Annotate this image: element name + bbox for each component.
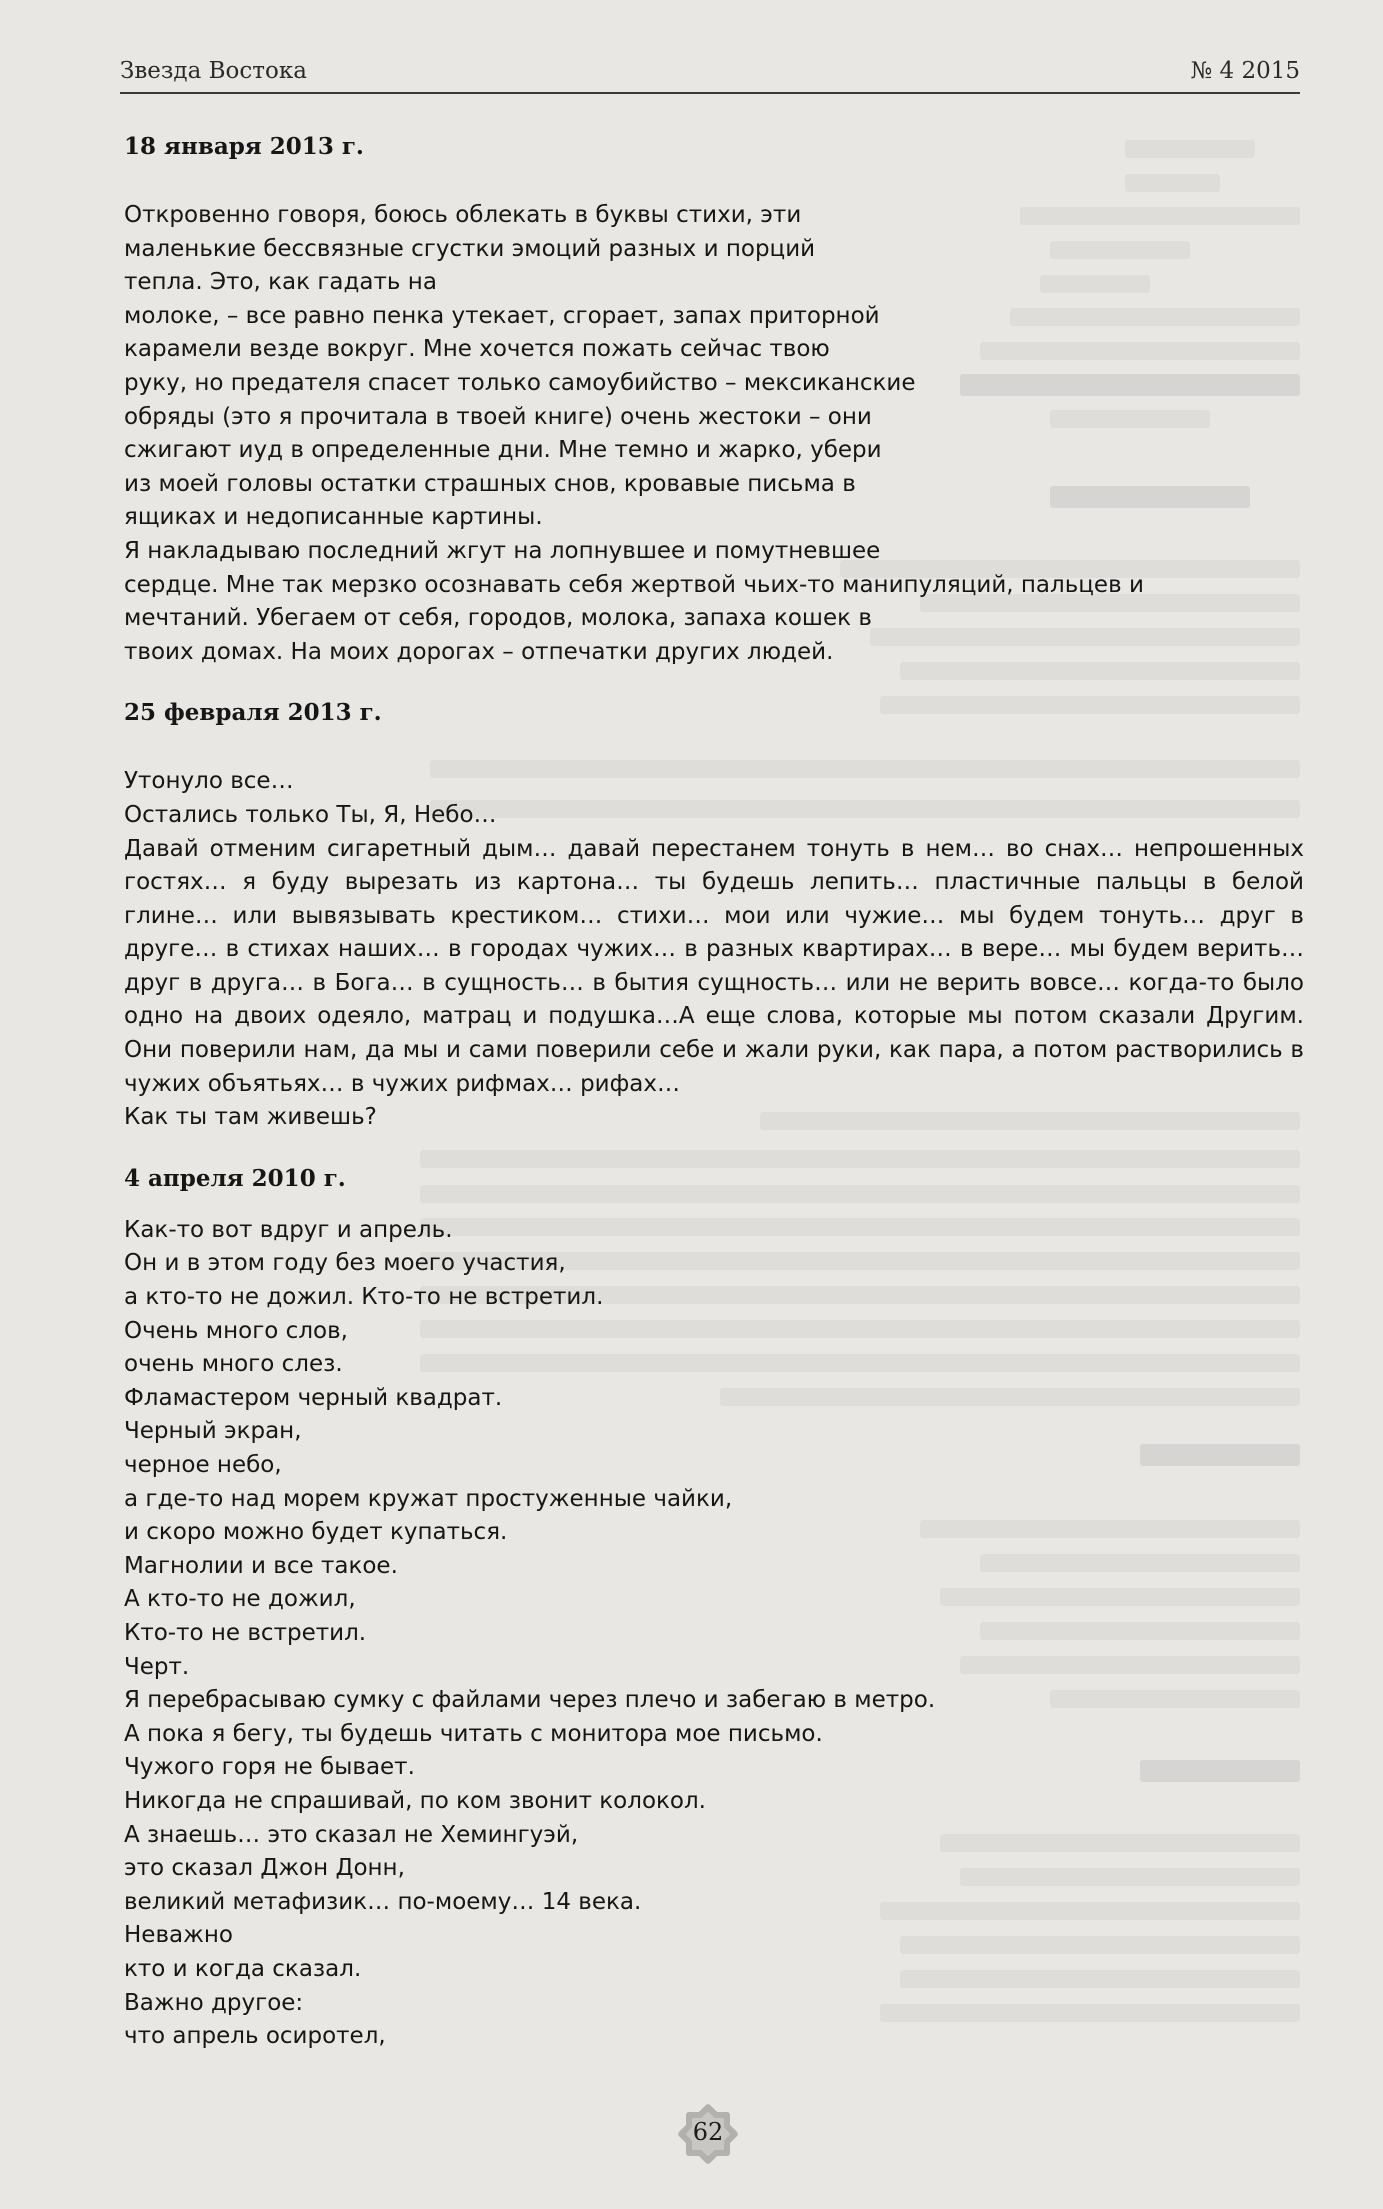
verse-line: Фламастером черный квадрат.	[124, 1384, 503, 1411]
entry-paragraph: Я накладываю последний жгут на лопнувшее и помутневшее сердце. Мне так мерзко осознавать себя жертвой чьих-то манипуляций, пальцев и мечтаний. Убегаем от себя, городов, молока, запаха кошек в твоих домах. На моих дорогах – отпечатки других людей.	[124, 537, 1144, 665]
verse-line: очень много слез.	[124, 1351, 343, 1378]
verse-line: Чужого горя не бывает.	[124, 1754, 415, 1781]
verse-line: это сказал Джон Донн,	[124, 1855, 405, 1882]
verse-line: а кто-то не дожил. Кто-то не встретил.	[124, 1284, 604, 1311]
entry-paragraph: Давай отменим сигаретный дым… давай перестанем тонуть в нем… во снах… непрошенных гостях… я буду вырезать из картона… ты будешь лепить… пластичные пальцы в белой глине… или вывязывать крестиком… стихи… мои или чужие… мы будем тонуть… друг в друге… в стихах наших… в городах чужих… в разных квартирах… в вере… мы будем верить… друг в друга… в Бога… в сущность… в бытия сущность… или не верить вовсе… когда-то было одно на двоих одеяло, матрац и подушка…А еще слова, которые мы потом сказали Другим. Они поверили нам, да мы и сами поверили себе и жали руки, как пара, а потом растворились в чужих объятьях… в чужих рифмах… рифах…	[124, 835, 1304, 1097]
verse-line: великий метафизик… по-моему… 14 века.	[124, 1888, 642, 1915]
verse-line: Как-то вот вдруг и апрель.	[124, 1216, 453, 1243]
verse-line: Я перебрасываю сумку с файлами через плечо и забегаю в метро.	[124, 1687, 936, 1714]
verse-line: Неважно	[124, 1922, 233, 1949]
entry-date: 18 января 2013 г.	[124, 133, 364, 160]
verse-line: и скоро можно будет купаться.	[124, 1519, 508, 1546]
entry-line: Утонуло все…	[124, 768, 294, 795]
entry-paragraph: Откровенно говоря, боюсь облекать в буквы стихи, эти маленькие бессвязные сгустки эмоций разных и порций тепла. Это, как гадать на молоке, – все равно пенка утекает, сгорает, запах приторной карамели везде вокруг. Мне хочется пожать сейчас твою руку, но предателя спасет только самоубийство – мексиканские обряды (это я прочитала в твоей книге) очень жестоки – они сжигают иуд в определенные дни. Мне темно и жарко, убери из моей головы остатки страшных снов, кровавые письма в ящиках и недописанные картины.	[124, 202, 916, 531]
verse-line: Черт.	[124, 1653, 190, 1680]
verse	[124, 1214, 1304, 2054]
verse-line: Магнолии и все такое.	[124, 1552, 398, 1579]
verse-line: а где-то над морем кружат простуженные чайки,	[124, 1485, 733, 1512]
entry-line: Как ты там живешь?	[124, 1104, 377, 1131]
page-number: 62	[692, 2118, 724, 2146]
verse-line: что апрель осиротел,	[124, 2023, 386, 2050]
running-header	[120, 52, 1300, 94]
entry-date: 25 февраля 2013 г.	[124, 699, 382, 727]
verse-line: черное небо,	[124, 1452, 282, 1478]
verse-line: Кто-то не встретил.	[124, 1619, 367, 1646]
verse-line: Он и в этом году без моего участия,	[124, 1250, 566, 1277]
verse-line: Важно другое:	[124, 1989, 304, 2016]
verse-line: А пока я бегу, ты будешь читать с монитора мое письмо.	[124, 1720, 823, 1747]
verse-line: А знаешь… это сказал не Хемингуэй,	[124, 1821, 579, 1848]
verse-line: Никогда не спрашивай, по ком звонит колокол.	[124, 1787, 706, 1814]
verse-line: Очень много слов,	[124, 1317, 348, 1344]
verse-line: кто и когда сказал.	[124, 1955, 362, 1982]
verse-line: А кто-то не дожил,	[124, 1586, 356, 1613]
journal-title: Звезда Востока	[120, 58, 307, 84]
verse-line: Черный экран,	[124, 1418, 302, 1445]
entry-line: Остались только Ты, Я, Небо…	[124, 801, 497, 828]
page-number-ornament	[672, 2098, 744, 2170]
issue-number: № 4 2015	[1190, 58, 1300, 84]
article-body	[124, 130, 1304, 2054]
entry-date: 4 апреля 2010 г.	[124, 1164, 346, 1192]
